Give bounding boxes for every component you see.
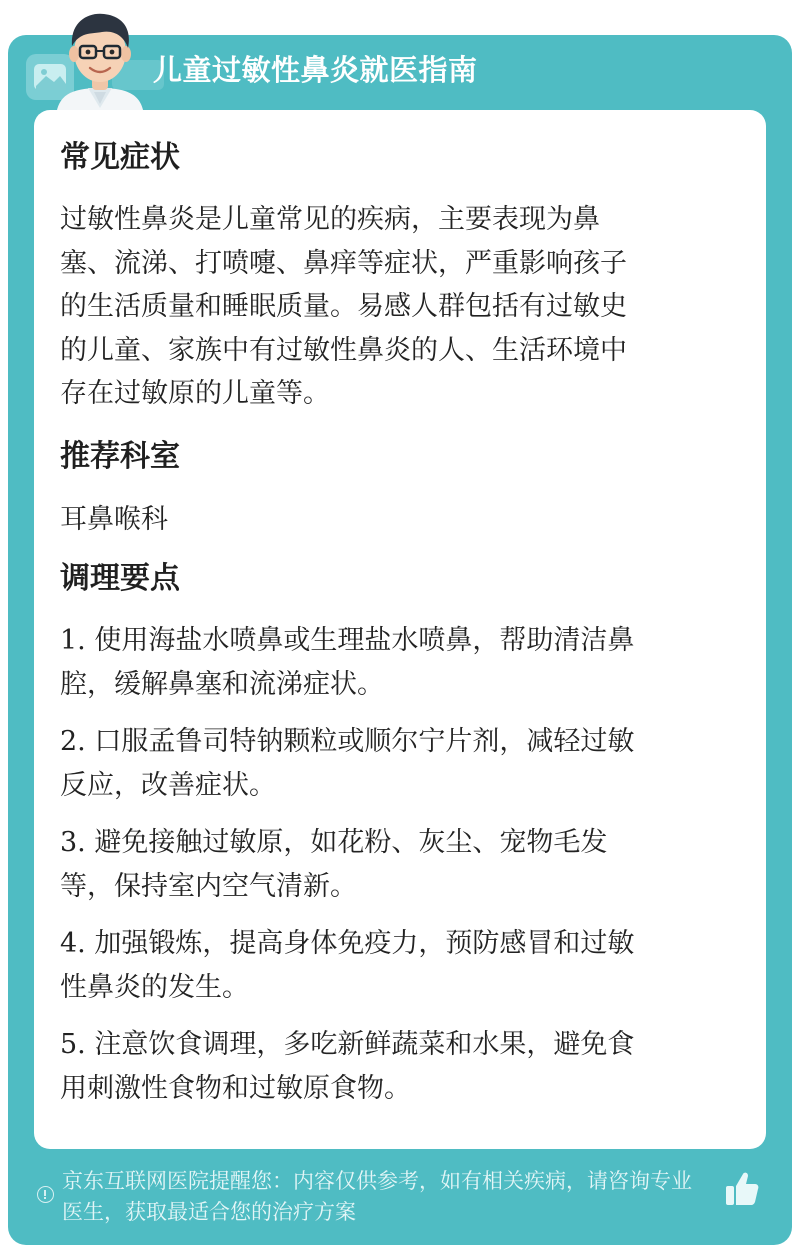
- care-tip: [60, 720, 728, 807]
- tip-number: 5.: [60, 1029, 86, 1060]
- tip-number: 4.: [60, 928, 86, 959]
- symptoms-line: 存在过敏原的儿童等。: [60, 378, 330, 409]
- tip-text: 使用海盐水喷鼻或生理盐水喷鼻，帮助清洁鼻: [94, 625, 635, 656]
- symptoms-heading: 常见症状: [60, 140, 180, 175]
- tip-text: 腔，缓解鼻塞和流涕症状。: [60, 668, 384, 700]
- disclaimer-text: [62, 1166, 727, 1228]
- page-title: 儿童过敏性鼻炎就医指南: [153, 53, 478, 87]
- department-heading: 推荐科室: [60, 439, 180, 474]
- symptoms-line: 塞、流涕、打喷嚏、鼻痒等症状，严重影响孩子: [60, 247, 627, 279]
- tip-text: 等，保持室内空气清新。: [60, 870, 357, 902]
- tip-text: 用刺激性食物和过敏原食物。: [60, 1072, 411, 1104]
- tip-text: 口服孟鲁司特钠颗粒或顺尔宁片剂，减轻过敏: [94, 726, 635, 757]
- tip-text: 性鼻炎的发生。: [60, 971, 249, 1003]
- tip-text: 避免接触过敏原，如花粉、灰尘、宠物毛发: [94, 827, 608, 858]
- symptoms-text: [60, 198, 728, 416]
- symptoms-line: 过敏性鼻炎是儿童常见的疾病，主要表现为鼻: [60, 204, 600, 235]
- tip-number: 3.: [60, 827, 86, 858]
- tip-text: 反应，改善症状。: [60, 769, 276, 801]
- info-icon: [37, 1186, 54, 1203]
- care-tip: [60, 1023, 728, 1110]
- tip-number: 2.: [60, 726, 86, 757]
- thumbs-up-icon[interactable]: [724, 1170, 760, 1208]
- disclaimer-line: 医生，获取最适合您的治疗方案: [62, 1200, 356, 1224]
- content-card: [34, 110, 766, 1149]
- symptoms-line: 的生活质量和睡眠质量。易感人群包括有过敏史: [60, 291, 627, 322]
- care-tip: [60, 619, 728, 706]
- symptoms-line: 的儿童、家族中有过敏性鼻炎的人、生活环境中: [60, 334, 627, 366]
- care-tip: [60, 922, 728, 1009]
- department-text: 耳鼻喉科: [60, 504, 168, 535]
- care-heading: 调理要点: [60, 561, 180, 596]
- tip-number: 1.: [60, 625, 86, 656]
- doctor-avatar-icon: [22, 8, 172, 116]
- tip-text: 注意饮食调理，多吃新鲜蔬菜和水果，避免食: [94, 1029, 635, 1060]
- care-tip: [60, 821, 728, 908]
- disclaimer-line: 京东互联网医院提醒您：内容仅供参考，如有相关疾病，请咨询专业: [62, 1169, 692, 1193]
- tip-text: 加强锻炼，提高身体免疫力，预防感冒和过敏: [94, 928, 635, 959]
